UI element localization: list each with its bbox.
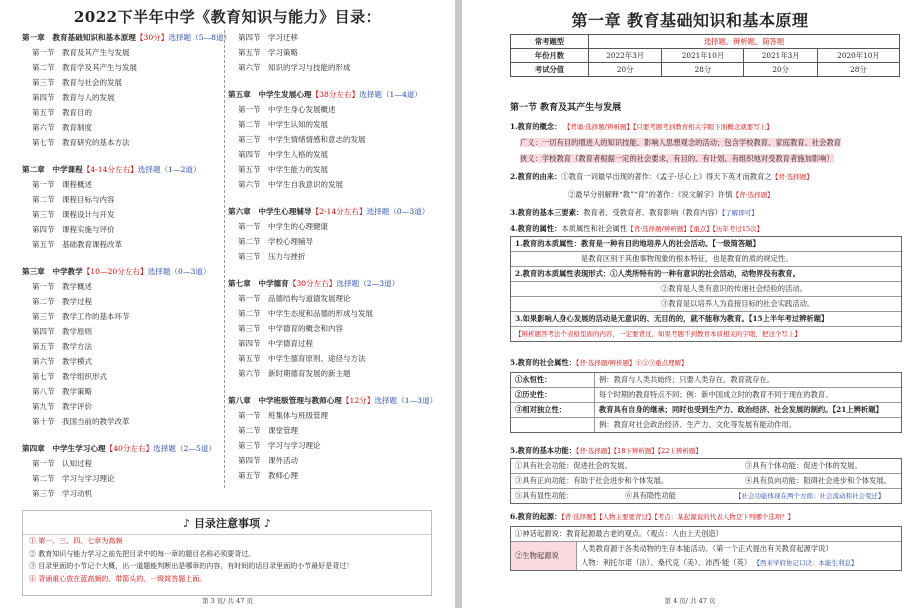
chapter-score: 【10—20分左右】	[82, 267, 148, 276]
section-title: 教学组织形式	[62, 372, 107, 381]
q3-label: 3.教育的基本三要素：	[510, 208, 584, 217]
section-title: 教师心理	[268, 471, 298, 480]
q5-label: 5.教育的社会属性：	[510, 358, 576, 367]
chapter-heading	[22, 441, 232, 456]
section-title: 中学生身心发展概述	[268, 105, 336, 114]
q6-row	[511, 459, 901, 474]
table-cell: 2021年3月	[744, 49, 817, 63]
section-title: 品德结构与道德发展理论	[268, 294, 351, 303]
chapter-heading	[228, 276, 448, 291]
chapter-question-count: 选择题（0—3道）	[366, 207, 430, 216]
section-title: 教育学及其产生与发展	[62, 63, 137, 72]
chapter-score: 【12分】	[341, 396, 375, 405]
section-number: 第六节	[238, 63, 261, 72]
section-title: 课程概述	[62, 180, 92, 189]
q5-row-text: 每个时期的教育特点不同；例：新中国成立时的教育不同于现在的教育。	[599, 390, 833, 399]
spacer	[228, 75, 448, 87]
chapter-title: 第七章 中学德育	[228, 279, 289, 288]
section-number: 第五节	[32, 108, 55, 117]
q5-row-label: ③相对独立性：	[515, 403, 595, 417]
section-title: 知识的学习与技能的形成	[268, 63, 351, 72]
section-title: 课程设计与开发	[62, 210, 115, 219]
q4-row: ②教育是人类有意识的传递社会经验的活动。	[511, 282, 901, 297]
toc-section	[22, 486, 232, 501]
section-number: 第三节	[32, 312, 55, 321]
q4-row: 1.教育的本质属性：教育是一种有目的地培养人的社会活动。【一级简答题】	[511, 237, 901, 252]
chapter-score: 【38分左右】	[311, 90, 360, 99]
toc-section	[22, 207, 232, 222]
spacer	[22, 429, 232, 441]
section-number: 第三节	[238, 135, 261, 144]
toc-section	[228, 336, 448, 351]
chapter-title: 第二章 中学课程	[22, 165, 83, 174]
chapter-score: 【30分左右】	[288, 279, 337, 288]
chapter-title: 第五章 中学生发展心理	[228, 90, 312, 99]
toc-section	[228, 30, 448, 45]
table-cell: 2022年3月	[589, 49, 662, 63]
section-title: 学习动机	[62, 489, 92, 498]
section-title: 教学工作的基本环节	[62, 312, 130, 321]
section-title: 课外活动	[268, 456, 298, 465]
q3-text: 教育者、受教育者、教育影响（教育内容）	[583, 208, 722, 217]
chapter-title: 第八章 中学班级管理与教师心理	[228, 396, 342, 405]
toc-section	[22, 237, 232, 252]
section-number: 第五节	[238, 471, 261, 480]
section-title: 教育目的	[62, 108, 92, 117]
table-cell: 2020年10月	[817, 49, 899, 63]
q7-box	[510, 526, 902, 571]
q5-line	[510, 356, 902, 370]
section-title: 课程实施与评价	[62, 225, 115, 234]
toc-section	[228, 234, 448, 249]
q3-line	[510, 206, 902, 220]
q6-cell: ⑥具有隐性功能	[625, 491, 677, 500]
section-number: 第一节	[32, 282, 55, 291]
section-title: 中学生的心理健康	[268, 222, 328, 231]
section-number: 第二节	[238, 120, 261, 129]
toc-section	[22, 399, 232, 414]
section-title: 教学过程	[62, 297, 92, 306]
q2-a-tag: 【背·选择题】	[771, 173, 813, 181]
page-4	[462, 0, 918, 608]
toc-section	[228, 423, 448, 438]
section-number: 第五节	[32, 342, 55, 351]
section-title: 基础教育课程改革	[62, 240, 122, 249]
q6-cell: ⑤具有显性功能：	[515, 491, 574, 500]
toc-section	[228, 147, 448, 162]
toc-section	[22, 369, 232, 384]
chapter-question-count: 选择题（0—3道）	[147, 267, 211, 276]
notice-title: ♪ 目录注意事项 ♪	[23, 511, 431, 535]
q2-b: ②最早分别解释“教”“育”的著作：《说文解字》许慎	[568, 190, 733, 199]
notice-item: ④ 背诵重心放在蓝高频的、带箭头的、一级简答题上面。	[29, 574, 207, 583]
q6-cell: 【社会功能体现在两个方面：社会流动和社会变迁】	[735, 492, 885, 500]
q7-line	[510, 510, 902, 524]
q2-b-tag: 【背·选择题】	[732, 191, 774, 199]
q5-tag: 【背·选择题/辨析题】①②③重点理解】	[576, 359, 688, 367]
chapter-question-count: 选择题（5—8道）	[168, 33, 232, 42]
q2-a: ①教育一词最早出现的著作：《孟子·尽心上》得天下英才而教育之	[561, 172, 772, 181]
section-title: 教学原则	[62, 327, 92, 336]
section-number: 第一节	[238, 294, 261, 303]
section-number: 第九节	[32, 402, 55, 411]
q6-tag: 【背·选择题】【18下辨析题】【22上辨析题】	[576, 447, 702, 455]
section-number: 第一节	[32, 48, 55, 57]
toc-section	[228, 102, 448, 117]
toc-section	[22, 222, 232, 237]
q4-row: ③教育是以培养人为直接目标的社会实践活动。	[511, 297, 901, 312]
toc-section	[228, 117, 448, 132]
section-title: 学习迁移	[268, 33, 298, 42]
section-number: 第五节	[238, 354, 261, 363]
q2-line	[510, 170, 902, 184]
toc-section	[228, 249, 448, 264]
toc-section	[22, 192, 232, 207]
page-footer: 第 4 页/ 共 47 页	[664, 597, 716, 605]
notice-box	[22, 510, 432, 596]
q7-bio-text: 人类教育源于各类动物的生存本能活动。（第一个正式提出有关教育起源学说）	[581, 544, 833, 553]
q7-row: ①神话起源说：教育起源最古老的观点。（观点：人由上天创造）	[511, 527, 901, 542]
notice-item: ② 教育知识与能力学习之前先把目录中的每一章的题目名称必须要背过。	[29, 549, 256, 558]
section-title: 中学生认知的发展	[268, 120, 328, 129]
section-number: 第七节	[32, 138, 55, 147]
toc-section	[22, 294, 232, 309]
section-number: 第八节	[32, 387, 55, 396]
section-title: 教学模式	[62, 357, 92, 366]
section-number: 第一节	[32, 180, 55, 189]
toc-section	[228, 438, 448, 453]
q1-line	[510, 120, 902, 134]
q5-row	[511, 403, 901, 418]
toc-section	[228, 453, 448, 468]
section-number: 第六节	[238, 369, 261, 378]
chapter-heading	[22, 162, 232, 177]
section-number: 第四节	[238, 456, 261, 465]
section-title: 新时期德育发展的新主题	[268, 369, 351, 378]
q4-line	[510, 222, 902, 236]
toc-section	[228, 132, 448, 147]
spacer	[228, 381, 448, 393]
notice-item: ③ 目录里面的小节记个大概，出一道题能判断出是哪章的内容，有时间的话目录里面的小节最好是背过！	[29, 562, 354, 570]
section-number: 第三节	[238, 441, 261, 450]
spacer	[22, 252, 232, 264]
section-title: 教育及其产生与发展	[62, 48, 130, 57]
section-number: 第二节	[238, 309, 261, 318]
section-title: 中学生德育原则、途径与方法	[268, 354, 366, 363]
q3-tag: 【了解即可】	[721, 209, 758, 217]
q7-label: 6.教育的起源：	[510, 512, 562, 521]
q5-row-text: 例：教育对社会政治经济、生产力、文化等发展有能动作用。	[599, 420, 797, 429]
q4-row: 是教育区别于其他事物现象的根本特征，也是教育的质的规定性。	[511, 252, 901, 267]
chapter-title: 第一章 教育基础知识和基本原理	[22, 33, 136, 42]
table-cell: 常考题型	[511, 35, 589, 49]
q6-row	[511, 474, 901, 489]
section-title: 认知过程	[62, 459, 92, 468]
section-number: 第二节	[32, 63, 55, 72]
q5-row-label: ②历史性：	[515, 388, 595, 402]
q4-label: 4.教育的属性：	[510, 224, 562, 233]
q6-cell: ③具有个体功能：促进个体的发展。	[745, 461, 862, 470]
page-3	[0, 0, 455, 608]
section-number: 第一节	[32, 459, 55, 468]
toc-section	[22, 75, 232, 90]
section-title: 压力与挫折	[268, 252, 306, 261]
chapter-score: 【4-14分左右】	[82, 165, 138, 174]
toc-section	[22, 60, 232, 75]
toc-section	[228, 219, 448, 234]
section-number: 第一节	[238, 222, 261, 231]
chapter-title: 第六章 中学生心理辅导	[228, 207, 312, 216]
table-cell: 28分	[817, 63, 899, 77]
section-title: 课堂管理	[268, 426, 298, 435]
section-title: 教育研究的基本方法	[62, 138, 130, 147]
q4-box	[510, 236, 902, 342]
spacer	[228, 264, 448, 276]
section-number: 第二节	[238, 426, 261, 435]
section-number: 第四节	[32, 327, 55, 336]
toc-section	[228, 366, 448, 381]
q5-row-text: 例：教育与人类共始终；只要人类存在，教育就存在。	[599, 375, 775, 384]
toc-section	[22, 105, 232, 120]
section-number: 第五节	[238, 165, 261, 174]
section-title: 中学德育过程	[268, 339, 313, 348]
section-number: 第六节	[32, 123, 55, 132]
section-number: 第二节	[238, 237, 261, 246]
section-number: 第三节	[238, 252, 261, 261]
toc-section	[228, 60, 448, 75]
chapter-heading	[228, 204, 448, 219]
toc-section	[22, 177, 232, 192]
chapter-heading	[22, 30, 232, 45]
toc-right-column	[228, 30, 448, 483]
table-cell: 考试分值	[511, 63, 589, 77]
chapter-heading	[228, 87, 448, 102]
section-title: 中学生自我意识的发展	[268, 180, 343, 189]
chapter-score: 【2-14分左右】	[311, 207, 367, 216]
section-heading: 第一节 教育及其产生与发展	[510, 103, 622, 113]
toc-section	[22, 339, 232, 354]
section-number: 第六节	[32, 357, 55, 366]
section-number: 第二节	[32, 195, 55, 204]
table-cell: 2021年10月	[662, 49, 744, 63]
q6-label: 5.教育的基本功能：	[510, 446, 576, 455]
table-cell: 年份月数	[511, 49, 589, 63]
chapter-score: 【40分左右】	[105, 444, 154, 453]
spacer	[22, 150, 232, 162]
chapter-question-count: 选择题（1—3道）	[374, 396, 438, 405]
chapter-question-count: 选择题（1—2道）	[137, 165, 201, 174]
chapter-heading	[22, 264, 232, 279]
chapter-score: 【30分】	[135, 33, 169, 42]
q7-row	[511, 542, 901, 570]
q5-row-label: ①永恒性：	[515, 373, 595, 387]
toc-section	[228, 45, 448, 60]
section-title: 中学生情绪情感和意志的发展	[268, 135, 366, 144]
toc-section	[22, 324, 232, 339]
section-title: 教学概述	[62, 282, 92, 291]
section-title: 中学生态度和品德的形成与发展	[268, 309, 373, 318]
toc-section	[22, 90, 232, 105]
toc-section	[228, 291, 448, 306]
section-title: 中学生能力的发展	[268, 165, 328, 174]
page-footer: 第 3 页/ 共 47 页	[202, 597, 253, 605]
exam-info-table	[510, 34, 900, 77]
table-cell: 28分	[662, 63, 744, 77]
section-number: 第六节	[238, 180, 261, 189]
chapter-question-count: 选择题（2—5道）	[153, 444, 216, 453]
q5-row-text: 教育具有自身的继承；同时也受到生产力、政治经济、社会发展的制约。【21上辨析题】	[599, 405, 883, 414]
toc-section	[22, 309, 232, 324]
q5-row	[511, 388, 901, 403]
section-title: 教育与社会的发展	[62, 78, 122, 87]
toc-section	[228, 177, 448, 192]
q6-cell: ①具有社会功能：促进社会的发展。	[515, 461, 632, 470]
spacer	[228, 192, 448, 204]
chapter-heading	[228, 393, 448, 408]
section-title: 中学德育的概念和内容	[268, 324, 343, 333]
toc-section	[22, 354, 232, 369]
section-number: 第四节	[238, 33, 261, 42]
section-number: 第十节	[32, 417, 55, 426]
toc-section	[228, 468, 448, 483]
q5-row	[511, 373, 901, 388]
toc-left-column	[22, 30, 232, 501]
q7-bio-tag: 【西来学府协记口决：本能生利息】	[753, 559, 858, 567]
section-number: 第三节	[32, 78, 55, 87]
section-title: 我国当前的教学改革	[62, 417, 130, 426]
chapter-title: 第四章 中学生学习心理	[22, 444, 106, 453]
section-number: 第三节	[32, 489, 55, 498]
q5-box	[510, 372, 902, 433]
section-number: 第七节	[32, 372, 55, 381]
q7-tag: 【背·选择题】【人物主要要背过】【考点：某起源说的代表人物是下列哪个选项？】	[561, 513, 795, 521]
section-number: 第四节	[32, 93, 55, 102]
chapter-question-count: 选择题（1—4道）	[359, 90, 422, 99]
q5-row	[511, 418, 901, 432]
chapter-question-count: 选择题（2—3道）	[336, 279, 400, 288]
table-cell: 选择题、辨析题、简答题	[589, 35, 900, 49]
q6-box	[510, 458, 902, 504]
q7-bio-people: 人物：利托尔诺（法）、桑代克（美）、沛西·能（英）	[581, 558, 752, 567]
section-number: 第四节	[238, 339, 261, 348]
section-title: 教育制度	[62, 123, 92, 132]
q1-broad-text: 广义：一切有目的增进人的知识技能、影响人思想观念的活动；包含学校教育、家庭教育、社会教育	[520, 138, 842, 147]
section-number: 第二节	[32, 297, 55, 306]
chapter-title: 第三章 中学教学	[22, 267, 83, 276]
q6-cell: ④具有负向功能：阻碍社会进步和个体发展。	[745, 476, 891, 485]
chapter-title: 第一章 教育基础知识和基本原理	[571, 11, 809, 30]
toc-section	[22, 471, 232, 486]
q1-narrow-text: 狭义：学校教育（教育者根据一定的社会要求，有目的、有计划、有组织地对受教育者施加影响）	[520, 154, 834, 163]
q6-cell: ③具有正向功能：有助于社会进步和个体发展。	[515, 476, 669, 485]
section-title: 课程目标与内容	[62, 195, 115, 204]
section-title: 教学策略	[62, 387, 92, 396]
section-number: 第一节	[238, 105, 261, 114]
section-number: 第三节	[238, 324, 261, 333]
section-title: 教学评价	[62, 402, 92, 411]
toc-section	[22, 279, 232, 294]
section-number: 第二节	[32, 474, 55, 483]
section-title: 班集体与班级管理	[268, 411, 328, 420]
section-title: 教育与人的发展	[62, 93, 115, 102]
section-number: 第三节	[32, 210, 55, 219]
q1-label: 1.教育的概念：	[510, 122, 562, 131]
page-title: 2022下半年中学《教育知识与能力》目录：	[73, 8, 382, 26]
section-number: 第五节	[238, 48, 261, 57]
section-number: 第四节	[32, 225, 55, 234]
q4-row: 2.教育的本质属性表现形式：①人类所特有的一种有意识的社会活动，动物界没有教育。	[511, 267, 901, 282]
q4-row: 【辨析题答考法个表格里面的内容，一定要背过，如果考题不到教育本质相关的字眼，把这个写上】	[515, 330, 801, 338]
q1-broad	[510, 136, 902, 150]
toc-section	[228, 306, 448, 321]
q5-row-label	[515, 418, 595, 432]
toc-section	[22, 120, 232, 135]
toc-section	[22, 135, 232, 150]
q6-line	[510, 444, 902, 458]
table-cell: 20分	[589, 63, 662, 77]
section-title: 中学生人格的发展	[268, 150, 328, 159]
table-cell: 20分	[744, 63, 817, 77]
toc-section	[22, 456, 232, 471]
toc-section	[228, 162, 448, 177]
section-title: 学习与学习理论	[268, 441, 321, 450]
notice-item: ① 第一、三、四、七章为高频	[29, 537, 123, 545]
q1-narrow	[510, 152, 902, 166]
q1-tag: 【背诵·选择题/辨析题】【只要考题考到教育相关字眼下面概念就要写上】	[563, 123, 773, 131]
q7-bio-label: ②生物起源说	[511, 542, 577, 570]
toc-section	[22, 384, 232, 399]
q4-tag: 【背·选择题/辨析题】【重点】【历年考过15次】	[627, 225, 764, 233]
section-title: 学习策略	[268, 48, 298, 57]
section-title: 学校心理辅导	[268, 237, 313, 246]
q6-row	[511, 489, 901, 503]
toc-section	[22, 45, 232, 60]
toc-section	[228, 351, 448, 366]
toc-section	[22, 414, 232, 429]
toc-section	[228, 321, 448, 336]
toc-section	[228, 408, 448, 423]
section-number: 第五节	[32, 240, 55, 249]
section-title: 学习与学习理论	[62, 474, 115, 483]
q2-label: 2.教育的由来：	[510, 172, 562, 181]
section-number: 第一节	[238, 411, 261, 420]
q4-text: 本质属性和社会属性	[561, 224, 628, 233]
section-title: 教学方法	[62, 342, 92, 351]
section-number: 第四节	[238, 150, 261, 159]
q2-line-b	[510, 188, 902, 202]
q4-row: 3.如果影响人身心发展的活动是无意识的、无目的的，就不能称为教育。【15上半年考过辨析题】	[511, 312, 901, 327]
